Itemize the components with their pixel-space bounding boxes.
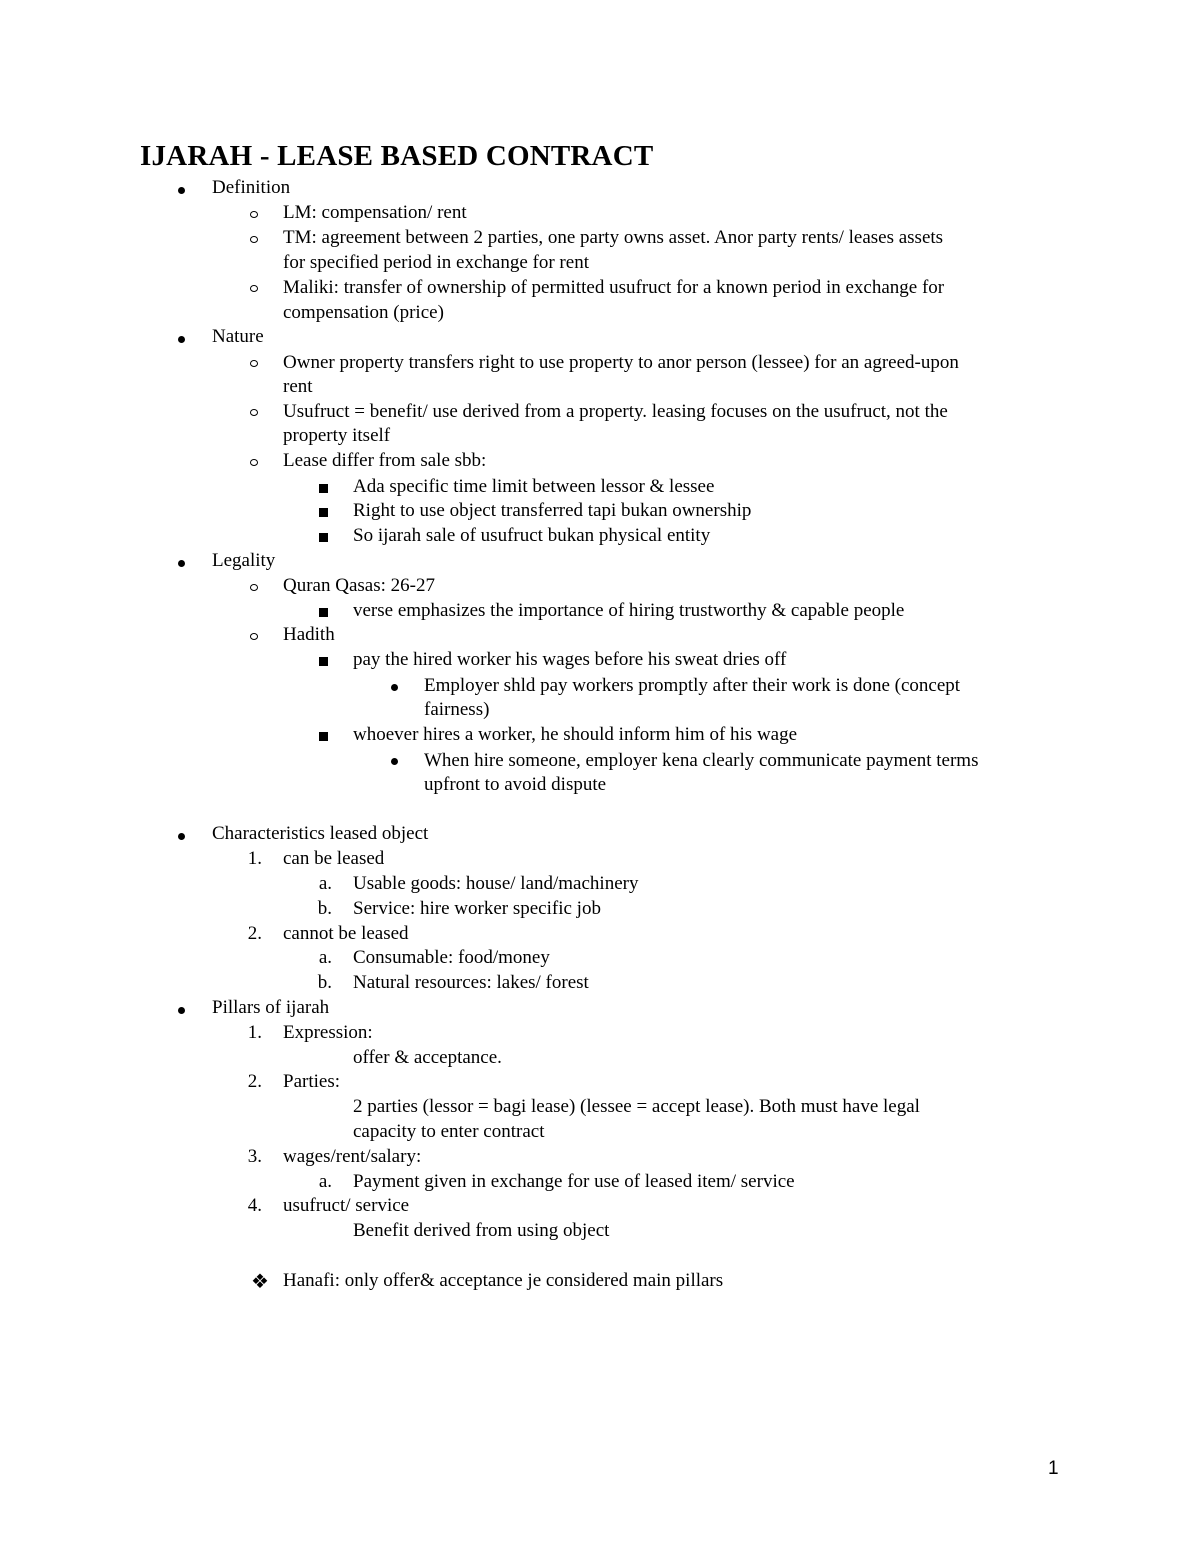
number-marker: 2. (247, 923, 262, 944)
list-item: Expression: (283, 1022, 373, 1043)
square-bullet-icon (319, 608, 328, 617)
note-hanafi: Hanafi: only offer& acceptance je considered main pillars (283, 1270, 724, 1291)
bullet-icon (178, 1007, 185, 1014)
list-item: wages/rent/salary: (283, 1146, 422, 1167)
list-item: Hadith (283, 624, 335, 645)
bullet-icon (178, 833, 185, 840)
bullet-icon (178, 336, 185, 343)
list-item: When hire someone, employer kena clearly communicate payment terms (424, 750, 979, 771)
list-item: Ada specific time limit between lessor & lessee (353, 476, 715, 497)
letter-marker: b. (317, 898, 332, 919)
heading-pillars: Pillars of ijarah (212, 997, 330, 1018)
list-item: Employer shld pay workers promptly after their work is done (concept (424, 675, 961, 696)
number-marker: 2. (247, 1071, 262, 1092)
list-item: cannot be leased (283, 923, 409, 944)
list-item: whoever hires a worker, he should inform him of his wage (353, 724, 798, 745)
list-item-detail: 2 parties (lessor = bagi lease) (lessee = accept lease). Both must have legal (353, 1096, 920, 1117)
letter-marker: b. (317, 972, 332, 993)
heading-nature: Nature (212, 326, 264, 347)
circle-bullet-icon (250, 211, 258, 218)
list-item: Consumable: food/money (353, 947, 550, 968)
list-item: Lease differ from sale sbb: (283, 450, 487, 471)
list-item: Right to use object transferred tapi bukan ownership (353, 500, 752, 521)
circle-bullet-icon (250, 285, 258, 292)
square-bullet-icon (319, 508, 328, 517)
list-item: Usable goods: house/ land/machinery (353, 873, 639, 894)
list-item: verse emphasizes the importance of hiring trustworthy & capable people (353, 600, 905, 621)
list-item: Maliki: transfer of ownership of permitted usufruct for a known period in exchange for (283, 277, 945, 298)
heading-characteristics: Characteristics leased object (212, 823, 429, 844)
letter-marker: a. (318, 873, 332, 894)
number-marker: 1. (247, 848, 262, 869)
list-item: can be leased (283, 848, 385, 869)
list-item-continued: upfront to avoid dispute (424, 774, 607, 795)
heading-legality: Legality (212, 550, 276, 571)
list-item: Parties: (283, 1071, 340, 1092)
diamond-bullet-icon: ❖ (251, 1269, 269, 1293)
page-title: IJARAH - LEASE BASED CONTRACT (140, 140, 654, 172)
square-bullet-icon (319, 732, 328, 741)
list-item-detail: offer & acceptance. (353, 1047, 502, 1068)
square-bullet-icon (319, 657, 328, 666)
list-item: usufruct/ service (283, 1195, 410, 1216)
list-item: Owner property transfers right to use property to anor person (lessee) for an agreed-upon (283, 352, 959, 373)
square-bullet-icon (319, 533, 328, 542)
list-item: LM: compensation/ rent (283, 202, 467, 223)
circle-bullet-icon (250, 584, 258, 591)
heading-definition: Definition (212, 177, 291, 198)
bullet-icon (391, 758, 398, 765)
bullet-icon (178, 560, 185, 567)
letter-marker: a. (318, 1171, 332, 1192)
circle-bullet-icon (250, 409, 258, 416)
number-marker: 3. (247, 1146, 262, 1167)
page-number: 1 (1048, 1458, 1059, 1479)
list-item-continued: compensation (price) (283, 302, 444, 323)
list-item: Usufruct = benefit/ use derived from a property. leasing focuses on the usufruct, not the (283, 401, 948, 422)
number-marker: 1. (247, 1022, 262, 1043)
list-item-continued: rent (283, 376, 313, 397)
list-item: Quran Qasas: 26-27 (283, 575, 435, 596)
list-item: Natural resources: lakes/ forest (353, 972, 589, 993)
circle-bullet-icon (250, 633, 258, 640)
list-item: TM: agreement between 2 parties, one party owns asset. Anor party rents/ leases assets (283, 227, 944, 248)
list-item: Service: hire worker specific job (353, 898, 601, 919)
letter-marker: a. (318, 947, 332, 968)
list-item-continued: for specified period in exchange for rent (283, 252, 589, 273)
list-item-continued: property itself (283, 425, 391, 446)
list-item-detail: Benefit derived from using object (353, 1220, 610, 1241)
square-bullet-icon (319, 484, 328, 493)
list-item-detail: capacity to enter contract (353, 1121, 545, 1142)
bullet-icon (391, 684, 398, 691)
list-item: pay the hired worker his wages before his sweat dries off (353, 649, 787, 670)
circle-bullet-icon (250, 360, 258, 367)
list-item-continued: fairness) (424, 699, 490, 720)
bullet-icon (178, 187, 185, 194)
number-marker: 4. (247, 1195, 262, 1216)
circle-bullet-icon (250, 459, 258, 466)
list-item: Payment given in exchange for use of leased item/ service (353, 1171, 795, 1192)
list-item: So ijarah sale of usufruct bukan physical entity (353, 525, 711, 546)
circle-bullet-icon (250, 236, 258, 243)
